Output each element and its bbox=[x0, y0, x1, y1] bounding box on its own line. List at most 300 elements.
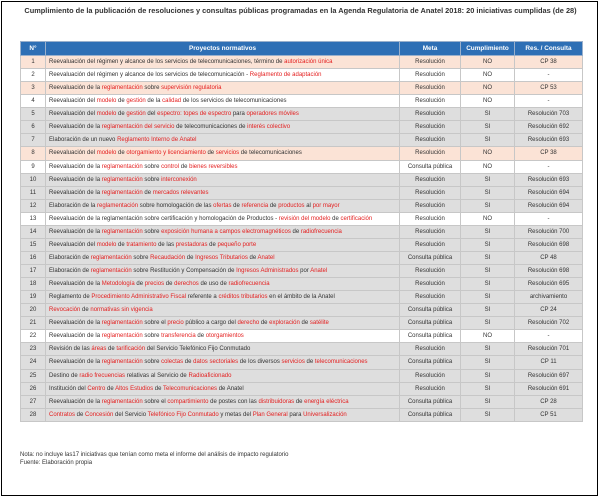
project-text: para bbox=[287, 411, 304, 418]
table-row bbox=[21, 147, 583, 160]
goal-cell: Consulta pública bbox=[400, 330, 461, 343]
goal-cell: Resolución bbox=[400, 212, 461, 225]
resolution-cell: Resolución 694 bbox=[515, 186, 583, 199]
project-text: Reevaluación de la bbox=[49, 320, 102, 327]
project-text-emphasis: Telefónico Fijo Conmutado bbox=[147, 411, 219, 418]
project-text: de bbox=[142, 189, 153, 196]
compliance-cell: SI bbox=[461, 356, 515, 369]
goal-cell: Resolución bbox=[400, 238, 461, 251]
project-text: Reevaluación del bbox=[49, 111, 97, 118]
project-text: en el ámbito de la Anatel bbox=[267, 294, 335, 301]
resolution-cell: archivamiento bbox=[515, 291, 583, 304]
compliance-cell: SI bbox=[461, 251, 515, 264]
project-text: y metas del bbox=[218, 411, 253, 418]
project-text: de bbox=[205, 150, 216, 157]
table-row bbox=[21, 382, 583, 395]
compliance-cell: SI bbox=[461, 121, 515, 134]
project-cell bbox=[46, 82, 400, 95]
project-text-emphasis: interconexión bbox=[161, 176, 197, 183]
project-text: de bbox=[183, 359, 194, 366]
project-text: de Anatel bbox=[217, 385, 244, 392]
row-number: 26 bbox=[21, 382, 46, 395]
table-row bbox=[21, 330, 583, 343]
project-text-emphasis: servicios bbox=[281, 359, 305, 366]
project-text-emphasis: radio frecuencias bbox=[79, 372, 126, 379]
project-text-emphasis: transferencia bbox=[161, 333, 196, 340]
project-text: de bbox=[106, 346, 117, 353]
compliance-cell: NO bbox=[461, 147, 515, 160]
header-goal: Meta bbox=[400, 42, 461, 56]
project-text-emphasis: telecomunicaciones bbox=[314, 359, 368, 366]
project-cell bbox=[46, 95, 400, 108]
table-notes bbox=[20, 451, 288, 467]
project-text: de bbox=[207, 241, 218, 248]
compliance-table bbox=[20, 41, 583, 422]
table-row bbox=[21, 278, 583, 291]
row-number: 14 bbox=[21, 225, 46, 238]
resolution-cell: CP 11 bbox=[515, 356, 583, 369]
project-text-emphasis: normativas sin vigencia bbox=[90, 307, 153, 314]
project-cell bbox=[46, 408, 400, 421]
project-text: Reevaluación del régimen y alcance de los servicios de telecomunicación - bbox=[49, 72, 250, 79]
resolution-cell: CP 38 bbox=[515, 56, 583, 69]
table-row bbox=[21, 56, 583, 69]
project-text: Reevaluación de la bbox=[49, 85, 102, 92]
project-text-emphasis: pequeño porte bbox=[217, 241, 257, 248]
project-cell bbox=[46, 278, 400, 291]
project-text: de bbox=[153, 385, 163, 392]
header-projects: Proyectos normativos bbox=[46, 42, 400, 56]
project-text: de bbox=[116, 150, 127, 157]
compliance-cell: SI bbox=[461, 265, 515, 278]
table-row bbox=[21, 369, 583, 382]
compliance-cell: SI bbox=[461, 343, 515, 356]
project-text-emphasis: reglamentación bbox=[101, 228, 143, 235]
project-text-emphasis: bienes reversibles bbox=[189, 163, 238, 170]
project-text-emphasis: reglamentación bbox=[101, 333, 143, 340]
table-title: Cumplimiento de la publicación de resoluciones y consultas públicas programadas en la Agenda Regulatoria de Anatel 2018: 20 iniciativas cumplidas (de 28) bbox=[24, 6, 577, 15]
row-number: 3 bbox=[21, 82, 46, 95]
project-cell bbox=[46, 173, 400, 186]
project-text-emphasis: Anatel bbox=[310, 268, 328, 275]
project-text-emphasis: gestión bbox=[126, 98, 146, 105]
goal-cell: Consulta pública bbox=[400, 408, 461, 421]
goal-cell: Resolución bbox=[400, 108, 461, 121]
table-header-row bbox=[21, 42, 583, 56]
project-text: sobre homologación de las bbox=[138, 202, 214, 209]
table-row bbox=[21, 395, 583, 408]
project-text: público a cargo del bbox=[183, 320, 238, 327]
project-text-emphasis: Ingresos Tributarios bbox=[195, 254, 248, 261]
project-text-emphasis: reglamentación bbox=[101, 320, 143, 327]
goal-cell: Resolución bbox=[400, 369, 461, 382]
project-text: Elaboración de bbox=[49, 254, 91, 261]
project-text: de uso de bbox=[198, 281, 229, 288]
table-row bbox=[21, 212, 583, 225]
row-number: 2 bbox=[21, 69, 46, 82]
row-number: 11 bbox=[21, 186, 46, 199]
table-row bbox=[21, 160, 583, 173]
project-text-emphasis: mercados relevantes bbox=[152, 189, 209, 196]
project-cell bbox=[46, 238, 400, 251]
project-text: Reevaluación de la reglamentación sobre certificación y homologación de Productos - bbox=[49, 215, 279, 222]
project-text: de bbox=[195, 333, 206, 340]
project-text: de bbox=[116, 241, 127, 248]
project-text: para bbox=[231, 111, 247, 118]
goal-cell: Resolución bbox=[400, 69, 461, 82]
table-row bbox=[21, 134, 583, 147]
compliance-cell: NO bbox=[461, 95, 515, 108]
goal-cell: Resolución bbox=[400, 265, 461, 278]
table-row bbox=[21, 108, 583, 121]
project-text: de bbox=[164, 281, 175, 288]
project-text-emphasis: reglamentación bbox=[90, 268, 132, 275]
goal-cell: Resolución bbox=[400, 173, 461, 186]
goal-cell: Resolución bbox=[400, 147, 461, 160]
row-number: 10 bbox=[21, 173, 46, 186]
project-text-emphasis: energía eléctrica bbox=[304, 398, 349, 405]
project-text: por bbox=[298, 268, 311, 275]
project-cell bbox=[46, 343, 400, 356]
project-text-emphasis: Contratos bbox=[49, 411, 76, 418]
project-text: Reevaluación de la bbox=[49, 163, 102, 170]
project-text-emphasis: Recaudación bbox=[150, 254, 186, 261]
project-text-emphasis: modelo bbox=[96, 241, 117, 248]
project-text-emphasis: modelo bbox=[96, 111, 117, 118]
row-number: 25 bbox=[21, 369, 46, 382]
row-number: 13 bbox=[21, 212, 46, 225]
project-cell bbox=[46, 265, 400, 278]
project-text-emphasis: Concesión bbox=[85, 411, 114, 418]
resolution-cell: Resolución 691 bbox=[515, 382, 583, 395]
project-text-emphasis: reglamentación bbox=[97, 202, 139, 209]
table-row bbox=[21, 199, 583, 212]
compliance-cell: SI bbox=[461, 238, 515, 251]
compliance-cell: SI bbox=[461, 186, 515, 199]
project-text-emphasis: colectas bbox=[161, 359, 184, 366]
project-text: de bbox=[247, 254, 258, 261]
project-text: Reevaluación del régimen y alcance de los servicios de telecomunicaciones, término de bbox=[49, 59, 285, 66]
project-text-emphasis: Revocación bbox=[49, 307, 81, 314]
row-number: 24 bbox=[21, 356, 46, 369]
resolution-cell: CP 53 bbox=[515, 82, 583, 95]
goal-cell: Resolución bbox=[400, 82, 461, 95]
project-text: Reevaluación de la bbox=[49, 281, 102, 288]
header-resolution: Res. / Consulta bbox=[515, 42, 583, 56]
project-cell bbox=[46, 356, 400, 369]
project-text-emphasis: interés colectivo bbox=[247, 124, 291, 131]
goal-cell: Resolución bbox=[400, 225, 461, 238]
project-text-emphasis: Telecomunicaciones bbox=[163, 385, 218, 392]
table-row bbox=[21, 304, 583, 317]
compliance-cell: NO bbox=[461, 212, 515, 225]
project-text-emphasis: modelo bbox=[96, 150, 117, 157]
resolution-cell: Resolución 693 bbox=[515, 134, 583, 147]
project-text-emphasis: reglamentación bbox=[101, 189, 143, 196]
project-text-emphasis: precio bbox=[167, 320, 184, 327]
compliance-cell: SI bbox=[461, 199, 515, 212]
project-text: de bbox=[75, 411, 86, 418]
table-row bbox=[21, 343, 583, 356]
row-number: 28 bbox=[21, 408, 46, 421]
project-text-emphasis: radiofrecuencia bbox=[300, 228, 342, 235]
project-text-emphasis: compartimiento bbox=[167, 398, 209, 405]
compliance-cell: SI bbox=[461, 134, 515, 147]
project-text-emphasis: Centro bbox=[87, 385, 106, 392]
project-text: Elaboración de un nuevo bbox=[49, 137, 118, 144]
project-text-emphasis: tarificación bbox=[116, 346, 146, 353]
row-number: 16 bbox=[21, 251, 46, 264]
project-text: sobre bbox=[142, 163, 162, 170]
project-text: del Servicio Telefónico Fijo Conmutado bbox=[145, 346, 251, 353]
project-text-emphasis: reglamentación del servicio bbox=[101, 124, 175, 131]
compliance-cell: NO bbox=[461, 69, 515, 82]
project-text: sobre bbox=[142, 333, 162, 340]
compliance-cell: SI bbox=[461, 395, 515, 408]
project-text: de bbox=[80, 307, 91, 314]
project-text-emphasis: derecho bbox=[237, 320, 260, 327]
row-number: 1 bbox=[21, 56, 46, 69]
project-text-emphasis: áreas bbox=[91, 346, 107, 353]
project-text: Reevaluación de la bbox=[49, 124, 102, 131]
project-text: de las bbox=[156, 241, 176, 248]
project-text: Reevaluación del bbox=[49, 241, 97, 248]
row-number: 27 bbox=[21, 395, 46, 408]
project-text: sobre Restitución y Compensación de bbox=[131, 268, 237, 275]
resolution-cell: Resolución 693 bbox=[515, 173, 583, 186]
project-cell bbox=[46, 134, 400, 147]
project-text: de bbox=[179, 163, 190, 170]
project-text-emphasis: Plan General bbox=[252, 411, 288, 418]
project-text: de bbox=[116, 98, 127, 105]
project-text: Institución del bbox=[49, 385, 88, 392]
project-text: de bbox=[259, 320, 270, 327]
project-text: de los servicios de telecomunicaciones bbox=[181, 98, 287, 105]
project-cell bbox=[46, 225, 400, 238]
row-number: 4 bbox=[21, 95, 46, 108]
goal-cell: Resolución bbox=[400, 199, 461, 212]
compliance-cell: NO bbox=[461, 56, 515, 69]
project-text: de bbox=[185, 254, 196, 261]
project-text: de bbox=[304, 359, 315, 366]
resolution-cell: CP 48 bbox=[515, 251, 583, 264]
resolution-cell: Resolución 700 bbox=[515, 225, 583, 238]
project-text-emphasis: créditos tributarios bbox=[218, 294, 268, 301]
project-text-emphasis: exposición humana a campos electromagnéticos bbox=[161, 228, 291, 235]
project-text-emphasis: referencia bbox=[241, 202, 269, 209]
goal-cell: Resolución bbox=[400, 278, 461, 291]
row-number: 21 bbox=[21, 317, 46, 330]
row-number: 15 bbox=[21, 238, 46, 251]
project-text: de bbox=[294, 398, 305, 405]
resolution-cell: Resolución 692 bbox=[515, 121, 583, 134]
project-text: sobre bbox=[142, 228, 162, 235]
project-text: relativas al Servicio de bbox=[125, 372, 189, 379]
project-text-emphasis: certificación bbox=[340, 215, 373, 222]
project-text-emphasis: ofertas bbox=[213, 202, 232, 209]
project-text: Reevaluación de la bbox=[49, 176, 102, 183]
project-text-emphasis: radiofrecuencia bbox=[228, 281, 270, 288]
row-number: 9 bbox=[21, 160, 46, 173]
project-cell bbox=[46, 108, 400, 121]
project-text: de bbox=[116, 111, 127, 118]
project-cell bbox=[46, 251, 400, 264]
project-text-emphasis: datos sectoriales bbox=[193, 359, 239, 366]
project-text: sobre el bbox=[142, 398, 168, 405]
row-number: 23 bbox=[21, 343, 46, 356]
project-text-emphasis: reglamentación bbox=[101, 359, 143, 366]
project-text-emphasis: supervisión regulatoria bbox=[161, 85, 222, 92]
project-text-emphasis: control bbox=[161, 163, 180, 170]
table-row bbox=[21, 225, 583, 238]
project-cell bbox=[46, 56, 400, 69]
project-text-emphasis: modelo bbox=[96, 98, 117, 105]
project-text: Reevaluación del bbox=[49, 150, 97, 157]
project-text-emphasis: otorgamiento y licenciamiento bbox=[126, 150, 206, 157]
project-text: sobre bbox=[142, 359, 162, 366]
project-text-emphasis: autorización única bbox=[284, 59, 333, 66]
resolution-cell: Resolución 694 bbox=[515, 199, 583, 212]
project-text-emphasis: distribuidoras bbox=[258, 398, 295, 405]
table-row bbox=[21, 356, 583, 369]
goal-cell: Resolución bbox=[400, 95, 461, 108]
table-row bbox=[21, 291, 583, 304]
project-text: Elaboración de bbox=[49, 268, 91, 275]
resolution-cell: Resolución 703 bbox=[515, 108, 583, 121]
row-number: 22 bbox=[21, 330, 46, 343]
table-row bbox=[21, 317, 583, 330]
compliance-cell: SI bbox=[461, 369, 515, 382]
project-cell bbox=[46, 147, 400, 160]
project-text: de bbox=[105, 385, 116, 392]
compliance-cell: SI bbox=[461, 382, 515, 395]
compliance-cell: SI bbox=[461, 225, 515, 238]
row-number: 5 bbox=[21, 108, 46, 121]
goal-cell: Resolución bbox=[400, 382, 461, 395]
row-number: 18 bbox=[21, 278, 46, 291]
row-number: 19 bbox=[21, 291, 46, 304]
project-text: sobre bbox=[142, 85, 162, 92]
goal-cell: Consulta pública bbox=[400, 304, 461, 317]
project-text-emphasis: reglamentación bbox=[101, 176, 143, 183]
project-text-emphasis: revisión del modelo bbox=[278, 215, 331, 222]
compliance-cell: NO bbox=[461, 160, 515, 173]
resolution-cell: - bbox=[515, 330, 583, 343]
project-text: de postes con las bbox=[208, 398, 259, 405]
project-cell bbox=[46, 186, 400, 199]
project-text: Elaboración de la bbox=[49, 202, 98, 209]
compliance-cell: NO bbox=[461, 82, 515, 95]
project-text: Reevaluación de la bbox=[49, 189, 102, 196]
compliance-cell: SI bbox=[461, 291, 515, 304]
compliance-cell: SI bbox=[461, 278, 515, 291]
project-text-emphasis: Altos Estudios bbox=[115, 385, 154, 392]
resolution-cell: Resolución 698 bbox=[515, 238, 583, 251]
table-row bbox=[21, 69, 583, 82]
project-text: Reglamento de bbox=[49, 294, 92, 301]
goal-cell: Resolución bbox=[400, 56, 461, 69]
project-text: de bbox=[231, 202, 242, 209]
resolution-cell: Resolución 698 bbox=[515, 265, 583, 278]
project-text-emphasis: derechos bbox=[174, 281, 199, 288]
project-cell bbox=[46, 369, 400, 382]
project-text: de bbox=[134, 281, 145, 288]
project-cell bbox=[46, 395, 400, 408]
table-row bbox=[21, 186, 583, 199]
goal-cell: Consulta pública bbox=[400, 356, 461, 369]
resolution-cell: CP 38 bbox=[515, 147, 583, 160]
project-cell bbox=[46, 291, 400, 304]
resolution-cell: CP 51 bbox=[515, 408, 583, 421]
project-text-emphasis: exploración bbox=[269, 320, 300, 327]
table-row bbox=[21, 82, 583, 95]
project-text: Reevaluación de la bbox=[49, 359, 102, 366]
project-text: Reevaluación de la bbox=[49, 333, 102, 340]
project-text-emphasis: Anatel bbox=[257, 254, 275, 261]
resolution-cell: - bbox=[515, 95, 583, 108]
project-cell bbox=[46, 160, 400, 173]
project-text-emphasis: espectro: topes de espectro bbox=[157, 111, 232, 118]
goal-cell: Consulta pública bbox=[400, 395, 461, 408]
project-text: sobre bbox=[142, 176, 162, 183]
project-text-emphasis: satélite bbox=[309, 320, 329, 327]
table-row bbox=[21, 265, 583, 278]
project-cell bbox=[46, 382, 400, 395]
resolution-cell: Resolución 701 bbox=[515, 343, 583, 356]
project-text-emphasis: gestión bbox=[126, 111, 146, 118]
project-text: al bbox=[304, 202, 313, 209]
table-row bbox=[21, 408, 583, 421]
row-number: 17 bbox=[21, 265, 46, 278]
project-text-emphasis: precios bbox=[144, 281, 165, 288]
project-text-emphasis: productos bbox=[278, 202, 305, 209]
project-text-emphasis: por mayor bbox=[312, 202, 340, 209]
project-text-emphasis: Metodología bbox=[101, 281, 135, 288]
project-text-emphasis: prestadoras bbox=[175, 241, 208, 248]
row-number: 8 bbox=[21, 147, 46, 160]
project-cell bbox=[46, 212, 400, 225]
row-number: 12 bbox=[21, 199, 46, 212]
project-cell bbox=[46, 330, 400, 343]
project-text-emphasis: reglamentación bbox=[90, 254, 132, 261]
project-text: Reevaluación de la bbox=[49, 398, 102, 405]
project-cell bbox=[46, 69, 400, 82]
header-compliance: Cumplimiento bbox=[461, 42, 515, 56]
project-text: de bbox=[299, 320, 310, 327]
compliance-cell: SI bbox=[461, 304, 515, 317]
project-cell bbox=[46, 199, 400, 212]
compliance-cell: SI bbox=[461, 173, 515, 186]
project-text: de bbox=[330, 215, 341, 222]
project-text-emphasis: Reglamento Interno de Anatel bbox=[117, 137, 197, 144]
goal-cell: Resolución bbox=[400, 186, 461, 199]
goal-cell: Consulta pública bbox=[400, 160, 461, 173]
resolution-cell: Resolución 695 bbox=[515, 278, 583, 291]
compliance-cell: SI bbox=[461, 108, 515, 121]
project-text: del bbox=[145, 111, 158, 118]
table-row bbox=[21, 121, 583, 134]
project-text: Reevaluación del bbox=[49, 98, 97, 105]
project-text: de bbox=[290, 228, 301, 235]
project-text-emphasis: reglamentación bbox=[101, 85, 143, 92]
compliance-cell: SI bbox=[461, 408, 515, 421]
project-cell bbox=[46, 304, 400, 317]
goal-cell: Consulta pública bbox=[400, 251, 461, 264]
project-text: del Servicio bbox=[113, 411, 148, 418]
project-text: referente a bbox=[186, 294, 219, 301]
project-cell bbox=[46, 317, 400, 330]
table-row bbox=[21, 173, 583, 186]
